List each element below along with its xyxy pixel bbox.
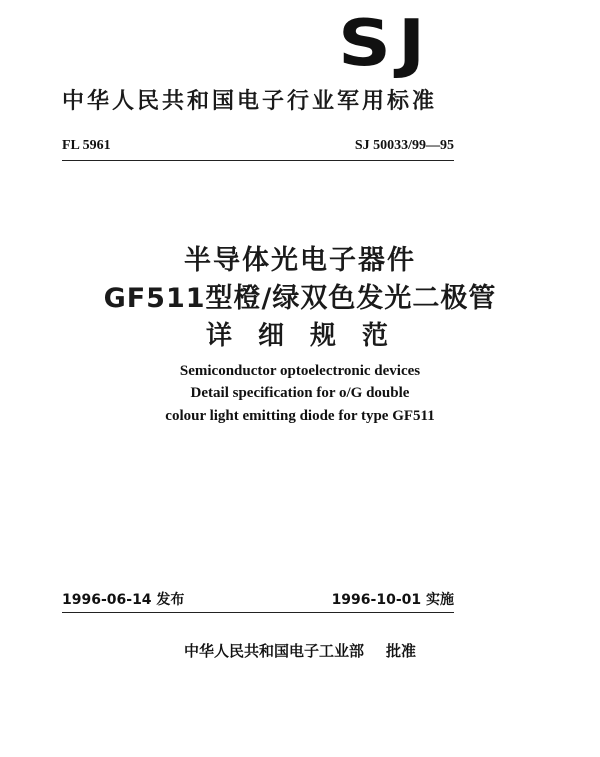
- effective-date: 1996-10-01 实施: [331, 592, 454, 608]
- approval-label: 批准: [386, 642, 417, 660]
- footer-divider: [62, 612, 454, 613]
- english-title-line-3: colour light emitting diode for type GF511: [165, 408, 435, 424]
- header-divider: [62, 160, 454, 161]
- standard-category-title: 中华人民共和国电子行业军用标准: [62, 89, 438, 114]
- english-title-line-2: Detail specification for o/G double: [190, 385, 410, 401]
- chinese-title-line-3: 详细规范: [205, 321, 414, 351]
- approval-line: [0, 640, 600, 661]
- classification-code: FL 5961: [62, 138, 111, 153]
- approving-authority: 中华人民共和国电子工业部: [183, 642, 364, 660]
- sj-logo: SJ: [338, 7, 433, 81]
- standard-number: SJ 50033/99—95: [354, 138, 454, 153]
- chinese-title-line-1: 半导体光电子器件: [184, 245, 416, 276]
- issue-date: 1996-06-14 发布: [62, 592, 185, 608]
- english-title-line-1: Semiconductor optoelectronic devices: [179, 363, 421, 379]
- chinese-title-line-2: GF511型橙/绿双色发光二极管: [103, 283, 497, 314]
